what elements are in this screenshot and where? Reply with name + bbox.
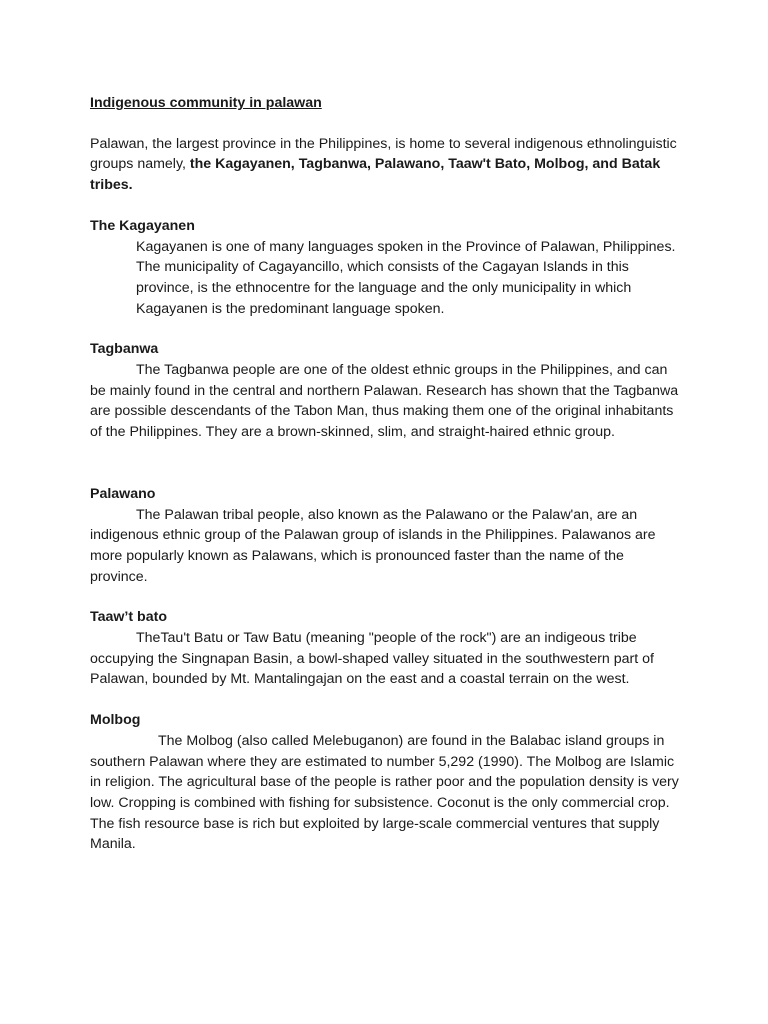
document-body [90,93,680,875]
intro-paragraph [90,134,680,196]
section-body: The Molbog (also called Melebuganon) are found in the Balabac island groups in southern Palawan where they are estimated to number 5,292 (1990). The Molbog are Islamic in religion. The agricultural base of the people is rather poor and the population density is very low. Cropping is combined with fishing for subsistence. Coconut is the only commercial crop. The fish resource base is rich but exploited by large-scale commercial ventures that supply Manila. [90,732,679,853]
section-heading: Taaw’t bato [90,609,167,626]
section-body: Kagayanen is one of many languages spoken in the Province of Palawan, Philippines. The municipality of Cagayancillo, which consists of the Cagayan Islands in this province, is the ethnocentre for the language and the only municipality in which Kagayanen is the predominant language spoken. [136,238,676,317]
section-tagbanwa [90,339,680,443]
intro-text: Palawan, the largest province in the Philippines, is home to several indigenous ethnolinguistic groups namely, [90,135,677,173]
section-heading: Palawano [90,485,156,502]
section-heading: The Kagayanen [90,217,195,234]
section-taawt-bato [90,607,680,690]
document-title: Indigenous community in palawan [90,95,322,111]
section-molbog [90,710,680,855]
section-heading: Tagbanwa [90,341,159,358]
intro-bold-tribes: the Kagayanen, Tagbanwa, Palawano, Taaw't Bato, Molbog, and Batak tribes. [90,156,661,194]
section-kagayanen [90,216,680,320]
section-body: The Tagbanwa people are one of the oldest ethnic groups in the Philippines, and can be mainly found in the central and northern Palawan. Research has shown that the Tagbanwa are possible descendants of the Tabon Man, thus making them one of the original inhabitants of the Philippines. They are a brown-skinned, slim, and straight-haired ethnic group. [90,362,679,441]
section-heading: Molbog [90,712,141,729]
section-palawano [90,484,680,588]
section-body: TheTau't Batu or Taw Batu (meaning "people of the rock") are an indigeous tribe occupying the Singnapan Basin, a bowl-shaped valley situated in the southwestern part of Palawan, bounded by Mt. Mantalingajan on the east and a coastal terrain on the west. [90,630,654,688]
section-body: The Palawan tribal people, also known as the Palawano or the Palaw'an, are an indigenous ethnic group of the Palawan group of islands in the Philippines. Palawanos are more popularly known as Palawans, which is pronounced faster than the name of the province. [90,506,656,585]
